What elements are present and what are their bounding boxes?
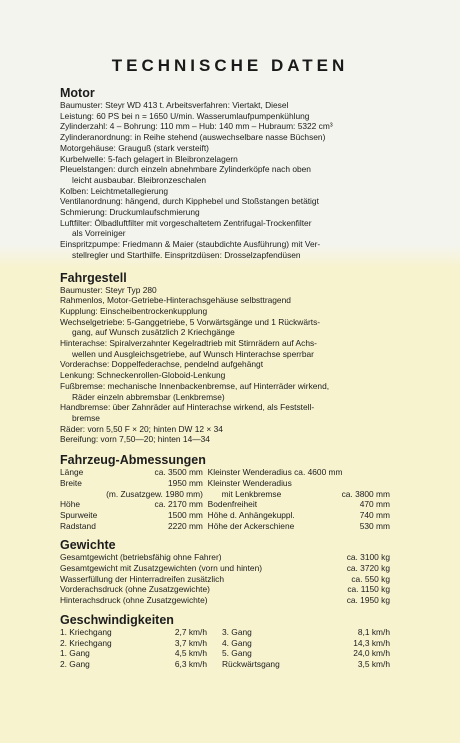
gear-speed: 8,1 km/h <box>357 626 390 637</box>
weight-label: Wasserfüllung der Hinterradreifen zusätzlich <box>60 573 225 584</box>
spec-content <box>60 86 390 670</box>
gear-speed: 2,7 km/h <box>174 626 207 637</box>
fahrgestell-line: Bereifung: vorn 7,50—20; hinten 14—34 <box>60 434 210 445</box>
abmessungen-section <box>60 453 390 531</box>
weight-value: ca. 3100 kg <box>346 552 390 563</box>
gear-label: 2. Kriechgang <box>60 637 112 648</box>
table-row <box>60 595 390 606</box>
gear-label: 4. Gang <box>222 637 252 648</box>
dimension-value: (m. Zusatzgew. 1980 mm) <box>106 488 203 499</box>
motor-line: Zylinderzahl: 4 – Bohrung: 110 mm – Hub: 140 mm – Hubraum: 5322 cm³ <box>60 121 333 132</box>
fahrgestell-line: Räder einzeln abbremsbar (Lenkbremse) <box>72 391 225 402</box>
geschwindigkeiten-table <box>60 627 390 670</box>
weight-value: ca. 1150 kg <box>347 584 390 595</box>
abmessungen-heading: Fahrzeug-Abmessungen <box>60 453 206 468</box>
fahrgestell-line: Fußbremse: mechanische Innenbackenbremse, auf Hinterräder wirkend, <box>60 380 330 391</box>
motor-line: Baumuster: Steyr WD 413 t. Arbeitsverfahren: Viertakt, Diesel <box>60 100 289 110</box>
page-title: TECHNISCHE DATEN <box>111 56 349 75</box>
table-row <box>60 638 390 649</box>
table-row <box>60 467 390 478</box>
dimension-value: ca. 3500 mm <box>154 467 203 478</box>
fahrgestell-line: Baumuster: Steyr Typ 280 <box>60 284 157 295</box>
dimension-label: Höhe d. Anhängekuppl. <box>207 509 295 520</box>
fahrgestell-line: Lenkung: Schneckenrollen-Globoid-Lenkung <box>60 370 226 381</box>
motor-heading: Motor <box>60 86 95 100</box>
dimension-label: Höhe der Ackerschiene <box>207 520 295 531</box>
motor-spec-list <box>60 100 390 261</box>
fahrgestell-line: Handbremse: über Zahnräder auf Hinterachse wirkend, als Feststell- <box>60 402 315 413</box>
table-row <box>60 648 390 659</box>
gear-speed: 24,0 km/h <box>353 648 390 659</box>
weight-label: Gesamtgewicht (betriebsfähig ohne Fahrer) <box>60 552 222 563</box>
weight-label: Vorderachsdruck (ohne Zusatzgewichte) <box>60 584 210 595</box>
dimension-label: Breite <box>60 477 82 488</box>
motor-line: Ventilanordnung: hängend, durch Kipphebel und Stoßstangen betätigt <box>60 196 319 207</box>
gear-speed: 3,7 km/h <box>174 637 207 648</box>
table-row <box>60 659 390 670</box>
dimension-value: 530 mm <box>359 520 390 531</box>
geschwindigkeiten-heading: Geschwindigkeiten <box>60 612 174 627</box>
dimension-label: Radstand <box>60 520 96 531</box>
motor-line: Luftfilter: Ölbadluftfilter mit vorgeschaltetem Zentrifugal-Trockenfilter <box>60 217 312 228</box>
motor-section <box>60 86 390 261</box>
dimension-label: mit Lenkbremse <box>221 488 282 499</box>
motor-line: Kurbelwelle: 5-fach gelagert in Bleibronzelagern <box>60 153 238 164</box>
gear-label: 1. Kriechgang <box>60 626 112 637</box>
fahrgestell-line: Vorderachse: Doppelfederachse, pendelnd aufgehängt <box>60 359 264 370</box>
fahrgestell-line: gang, auf Wunsch zusätzlich 2 Kriechgänge <box>72 327 235 338</box>
motor-line: leicht ausbaubar. Bleibronzeschalen <box>72 174 207 185</box>
weight-value: ca. 550 kg <box>351 573 390 584</box>
gear-speed: 4,5 km/h <box>174 648 207 659</box>
weight-value: ca. 3720 kg <box>346 563 390 574</box>
gewichte-section <box>60 538 390 606</box>
dimension-value: ca. 2170 mm <box>154 499 203 510</box>
dimension-label: Kleinster Wenderadius <box>207 477 292 488</box>
motor-line: als Vorreiniger <box>72 228 126 239</box>
motor-line: Einspritzpumpe: Friedmann & Maier (staubdichte Ausführung) mit Ver- <box>60 239 321 250</box>
fahrgestell-line: Hinterachse: Spiralverzahnter Kegelradtrieb mit Stirnrädern auf Achs- <box>60 338 317 349</box>
gear-label: 5. Gang <box>222 648 252 659</box>
fahrgestell-heading: Fahrgestell <box>60 270 127 285</box>
gear-speed: 3,5 km/h <box>357 658 390 669</box>
dimension-value: 1500 mm <box>168 509 203 520</box>
table-row <box>60 584 390 595</box>
table-row <box>60 552 390 563</box>
motor-line: Schmierung: Druckumlaufschmierung <box>60 207 200 218</box>
motor-line: stellregler und Starthilfe. Einspritzdüsen: Drosselzapfendüsen <box>72 249 301 260</box>
weight-label: Hinterachsdruck (ohne Zusatzgewichte) <box>60 595 208 606</box>
motor-line: Leistung: 60 PS bei n = 1650 U/min. Wasserumlaufpumpenkühlung <box>60 110 310 121</box>
table-row <box>60 521 390 532</box>
fahrgestell-line: Räder: vorn 5,50 F × 20; hinten DW 12 × 34 <box>60 423 223 434</box>
fahrgestell-line: Rahmenlos, Motor-Getriebe-Hinterachsgehäuse selbsttragend <box>60 295 291 306</box>
fahrgestell-line: Kupplung: Einscheibentrockenkupplung <box>60 305 208 316</box>
fahrgestell-spec-list <box>60 285 390 446</box>
motor-line: Zylinderanordnung: in Reihe stehend (auswechselbare nasse Büchsen) <box>60 132 326 143</box>
gewichte-heading: Gewichte <box>60 538 116 553</box>
dimension-label: Höhe <box>60 499 81 510</box>
gear-speed: 6,3 km/h <box>174 658 207 669</box>
fahrgestell-section <box>60 271 390 446</box>
fahrgestell-line: Wechselgetriebe: 5-Ganggetriebe, 5 Vorwärtsgänge und 1 Rückwärts- <box>60 316 321 327</box>
gewichte-table <box>60 552 390 606</box>
dimension-label: Spurweite <box>60 509 98 520</box>
motor-line: Kolben: Leichtmetallegierung <box>60 185 169 196</box>
weight-value: ca. 1950 kg <box>346 595 390 606</box>
fahrgestell-line: wellen und Ausgleichsgetriebe, auf Wunsch Hinterachse sperrbar <box>72 348 314 359</box>
gear-label: 1. Gang <box>60 648 90 659</box>
gear-speed: 14,3 km/h <box>353 637 390 648</box>
dimension-label: Kleinster Wenderadius ca. 4600 mm <box>207 467 343 478</box>
dimension-label: Bodenfreiheit <box>207 499 258 510</box>
abmessungen-table <box>60 467 390 531</box>
gear-label: Rückwärtsgang <box>222 658 280 669</box>
dimension-label: Länge <box>60 467 84 478</box>
dimension-value: ca. 3800 mm <box>341 488 390 499</box>
table-row <box>60 627 390 638</box>
table-row <box>60 563 390 574</box>
gear-label: 3. Gang <box>222 626 252 637</box>
motor-line: Motorgehäuse: Grauguß (stark versteift) <box>60 142 209 153</box>
table-row <box>60 499 390 510</box>
dimension-value: 470 mm <box>359 499 390 510</box>
dimension-value: 740 mm <box>359 509 390 520</box>
weight-label: Gesamtgewicht mit Zusatzgewichten (vorn und hinten) <box>60 563 263 574</box>
dimension-value: 1950 mm <box>168 477 203 488</box>
fahrgestell-line: bremse <box>72 412 100 423</box>
table-row <box>60 489 390 500</box>
gear-label: 2. Gang <box>60 658 90 669</box>
table-row <box>60 574 390 585</box>
geschwindigkeiten-section <box>60 613 390 670</box>
table-row <box>60 478 390 489</box>
dimension-value: 2220 mm <box>168 520 203 531</box>
table-row <box>60 510 390 521</box>
dimension-label <box>60 489 106 500</box>
motor-line: Pleuelstangen: durch einzeln abnehmbare Zylinderköpfe nach oben <box>60 164 311 175</box>
